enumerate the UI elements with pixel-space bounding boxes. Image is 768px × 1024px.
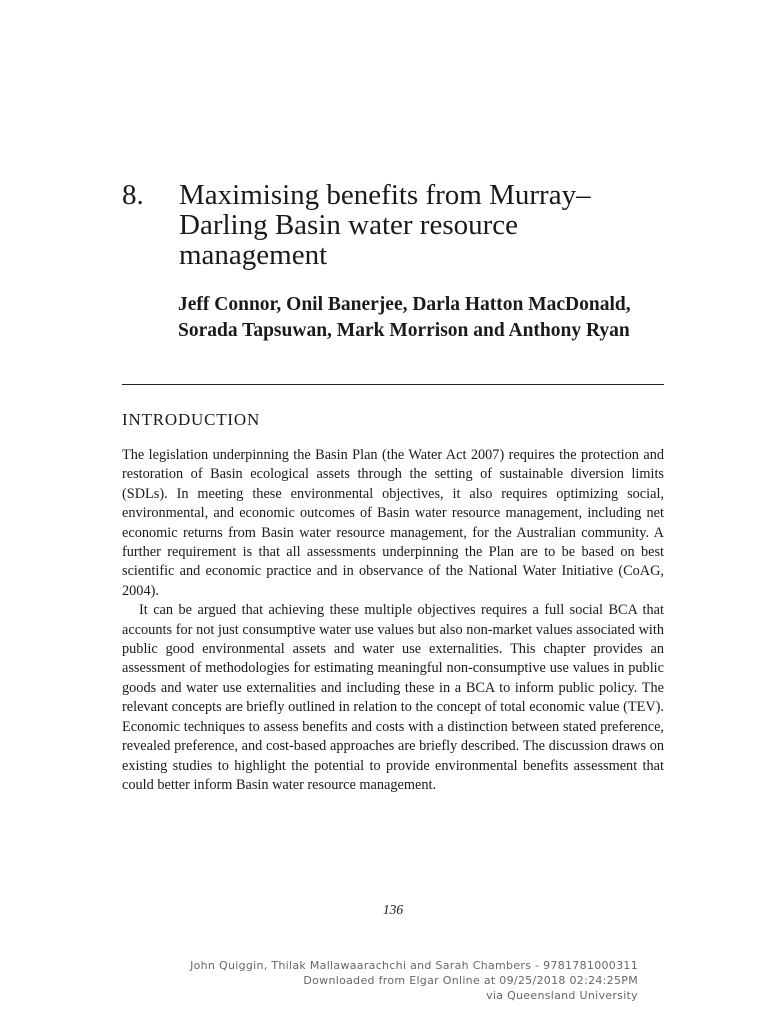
- download-watermark: [190, 958, 638, 1003]
- page-number: 136: [382, 902, 404, 917]
- watermark-line-authors: John Quiggin, Thilak Mallawaarachchi and Sarah Chambers - 9781781000311: [190, 959, 638, 972]
- watermark-line-institution: via Queensland University: [486, 989, 638, 1002]
- heading-divider: [122, 384, 664, 385]
- section-heading: INTRODUCTION: [122, 410, 261, 429]
- chapter-authors: Jeff Connor, Onil Banerjee, Darla Hatton MacDonald, Sorada Tapsuwan, Mark Morrison and Anthony Ryan: [178, 294, 631, 341]
- paragraph-2: It can be argued that achieving these multiple objectives requires a full social BCA that accounts for not just consumptive water use values but also non-market values associated with public good environmental assets and water use externalities. This chapter provides an assessment of methodologies for estimating meaningful non-consumptive use values in public goods and water use externalities and including these in a BCA to inform public policy. The relevant concepts are briefly outlined in relation to the concept of total economic value (TEV). Economic techniques to assess benefits and costs with a distinction between stated preference, revealed preference, and cost-based approaches are briefly described. The discussion draws on existing studies to highlight the potential to provide environmental benefits assessment that could better inform Basin water resource management.: [122, 602, 664, 793]
- chapter-title: Maximising benefits from Murray–Darling Basin water resource management: [179, 179, 591, 271]
- paragraph-1: The legislation underpinning the Basin Plan (the Water Act 2007) requires the protection and restoration of Basin ecological assets through the setting of sustainable diversion limits (SDLs). In meeting these environmental objectives, it also requires optimizing social, environmental, and economic outcomes of Basin water resource management, including net economic returns from Basin water resource management, for the Australian community. A further requirement is that all assessments underpinning the Plan are to be based on best scientific and economic practice and in observance of the National Water Initiative (CoAG, 2004).: [122, 447, 664, 599]
- chapter-number: 8.: [122, 179, 144, 211]
- section-body: [122, 446, 664, 795]
- watermark-line-download: Downloaded from Elgar Online at 09/25/2018 02:24:25PM: [303, 974, 638, 987]
